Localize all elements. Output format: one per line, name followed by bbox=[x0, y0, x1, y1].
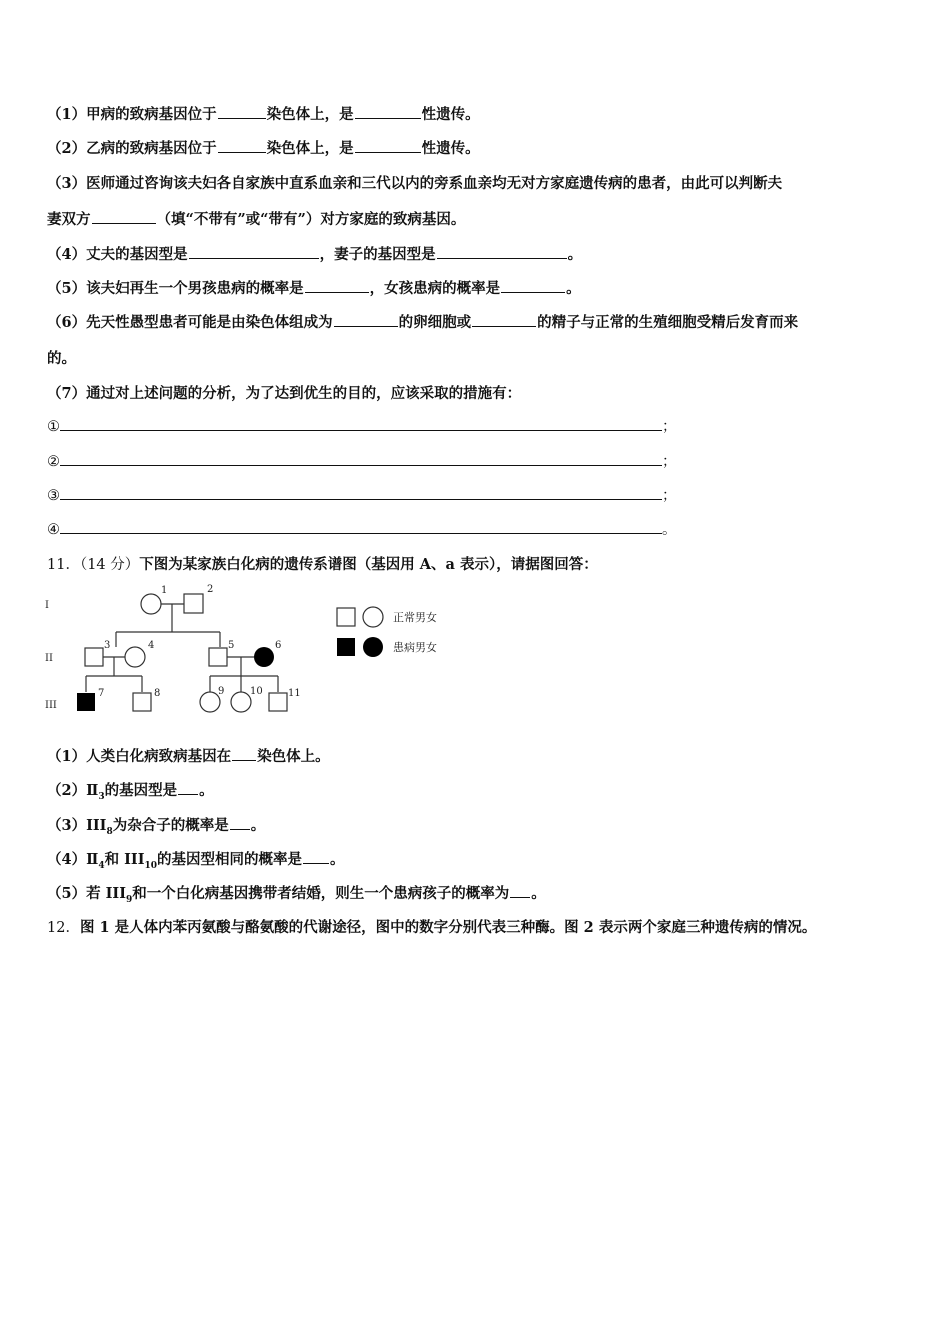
text: 性遗传。 bbox=[421, 140, 480, 157]
text: （2）Ⅱ bbox=[47, 782, 99, 799]
member-number: 5 bbox=[228, 640, 235, 651]
legend-normal-label: 正常男女 bbox=[393, 611, 437, 624]
subscript: 10 bbox=[144, 860, 158, 871]
q11-item-1 bbox=[47, 745, 330, 766]
text: （填“不带有”或“带有”）对方家庭的致病基因。 bbox=[156, 211, 466, 228]
text: （4）丈夫的基因型是 bbox=[47, 246, 188, 263]
circled-number: ③ bbox=[47, 488, 60, 504]
text: 的。 bbox=[47, 350, 76, 367]
blank[interactable] bbox=[510, 883, 530, 898]
answer-blank[interactable] bbox=[60, 487, 662, 500]
text: （5）该夫妇再生一个男孩患病的概率是 bbox=[47, 280, 304, 297]
text: ； bbox=[662, 488, 677, 504]
legend-affected-male bbox=[337, 638, 355, 656]
q11-stem bbox=[47, 553, 598, 574]
blank[interactable] bbox=[472, 312, 536, 327]
q10-item-5 bbox=[47, 277, 581, 298]
text: 图 1 是人体内苯丙氨酸与酪氨酸的代谢途径，图中的数字分别代表三种酶。图 2 表示两个家庭三种遗传病的情况。 bbox=[79, 919, 817, 936]
generation-label: III bbox=[45, 700, 57, 711]
member-number: 6 bbox=[275, 640, 282, 651]
question-number: 11． bbox=[47, 557, 80, 573]
q11-item-4 bbox=[47, 848, 345, 871]
blank[interactable] bbox=[189, 244, 319, 259]
subscript: 8 bbox=[106, 826, 113, 837]
blank[interactable] bbox=[232, 746, 256, 761]
member-number: 4 bbox=[148, 640, 155, 651]
text: （2）乙病的致病基因位于 bbox=[47, 140, 217, 157]
q10-item-7 bbox=[47, 382, 521, 403]
measure-line-1 bbox=[47, 415, 677, 436]
text: 的卵细胞或 bbox=[398, 314, 472, 331]
circled-number: ① bbox=[47, 419, 60, 435]
text: 染色体上。 bbox=[257, 748, 330, 765]
blank[interactable] bbox=[305, 278, 369, 293]
text: 染色体上，是 bbox=[266, 106, 354, 123]
text: （5）若 III bbox=[47, 885, 126, 902]
blank[interactable] bbox=[437, 244, 567, 259]
q10-item-3-cont bbox=[47, 208, 465, 229]
text: 。 bbox=[531, 885, 546, 902]
q10-item-1 bbox=[47, 103, 480, 124]
text: 性遗传。 bbox=[421, 106, 480, 123]
member-9-female bbox=[200, 692, 220, 712]
question-number: 12． bbox=[47, 920, 80, 936]
subscript: 3 bbox=[98, 791, 105, 802]
legend-affected-female bbox=[363, 637, 383, 657]
text: 为杂合子的概率是 bbox=[112, 817, 229, 834]
blank[interactable] bbox=[178, 780, 198, 795]
member-2-male bbox=[184, 594, 203, 613]
text: （1）甲病的致病基因位于 bbox=[47, 106, 217, 123]
q11-item-5 bbox=[47, 882, 546, 905]
member-number: 2 bbox=[207, 584, 214, 595]
measure-line-3 bbox=[47, 484, 677, 505]
q11-item-2 bbox=[47, 779, 214, 802]
text: ，女孩患病的概率是 bbox=[369, 280, 501, 297]
member-number: 9 bbox=[218, 686, 225, 697]
measure-line-4 bbox=[47, 518, 677, 539]
member-number: 11 bbox=[288, 688, 301, 699]
answer-blank[interactable] bbox=[60, 521, 662, 534]
member-number: 1 bbox=[161, 585, 168, 596]
text: 的精子与正常的生殖细胞受精后发育而来 bbox=[537, 314, 799, 331]
text: 妻双方 bbox=[47, 211, 91, 228]
text: （1）人类白化病致病基因在 bbox=[47, 748, 232, 765]
subscript: 9 bbox=[126, 894, 133, 905]
member-10-female bbox=[231, 692, 251, 712]
measure-line-2 bbox=[47, 450, 677, 471]
member-4-female bbox=[125, 647, 145, 667]
text: 下图为某家族白化病的遗传系谱图（基因用 A、a 表示），请据图回答： bbox=[139, 556, 598, 573]
member-7-affected-male bbox=[77, 693, 95, 711]
q10-item-2 bbox=[47, 137, 480, 158]
text: 的基因型是 bbox=[104, 782, 178, 799]
text: 。 bbox=[199, 782, 214, 799]
text: ； bbox=[662, 419, 677, 435]
text: 染色体上，是 bbox=[266, 140, 354, 157]
pedigree-chart bbox=[40, 578, 460, 723]
legend-normal-male bbox=[337, 608, 355, 626]
member-5-male bbox=[209, 648, 227, 666]
text: （4）Ⅱ bbox=[47, 851, 99, 868]
member-1-female bbox=[141, 594, 161, 614]
member-11-male bbox=[269, 693, 287, 711]
member-number: 10 bbox=[250, 686, 263, 697]
text: 。 bbox=[330, 851, 345, 868]
member-number: 8 bbox=[154, 688, 161, 699]
text: （7）通过对上述问题的分析，为了达到优生的目的，应该采取的措施有： bbox=[47, 385, 522, 402]
q10-item-4 bbox=[47, 243, 582, 264]
answer-blank[interactable] bbox=[60, 453, 662, 466]
member-number: 3 bbox=[104, 640, 111, 651]
q10-item-6-cont bbox=[47, 347, 76, 368]
text: （3）医师通过咨询该夫妇各自家族中直系血亲和三代以内的旁系血亲均无对方家庭遗传病的患者，由此可以判断夫 bbox=[47, 175, 783, 192]
text: 和一个白化病基因携带者结婚，则生一个患病孩子的概率为 bbox=[132, 885, 510, 902]
subscript: 4 bbox=[98, 860, 105, 871]
blank[interactable] bbox=[501, 278, 565, 293]
blank[interactable] bbox=[230, 815, 250, 830]
q11-item-3 bbox=[47, 814, 265, 837]
q10-item-6 bbox=[47, 311, 798, 332]
blank[interactable] bbox=[303, 849, 329, 864]
text: ，妻子的基因型是 bbox=[319, 246, 436, 263]
member-8-male bbox=[133, 693, 151, 711]
circled-number: ② bbox=[47, 454, 60, 470]
blank[interactable] bbox=[218, 138, 266, 153]
q10-item-3 bbox=[47, 172, 782, 193]
text: （6）先天性愚型患者可能是由染色体组成为 bbox=[47, 314, 333, 331]
text: 。 bbox=[250, 817, 266, 834]
blank[interactable] bbox=[218, 104, 266, 119]
blank[interactable] bbox=[334, 312, 398, 327]
answer-blank[interactable] bbox=[60, 418, 662, 431]
member-number: 7 bbox=[98, 688, 105, 699]
legend-normal-female bbox=[363, 607, 383, 627]
blank[interactable] bbox=[355, 138, 421, 153]
text: 。 bbox=[567, 246, 583, 263]
text: （3）III bbox=[47, 817, 107, 834]
score: （14 分） bbox=[79, 557, 140, 573]
text: 和 III bbox=[104, 851, 145, 868]
text: 。 bbox=[566, 280, 581, 297]
text: 的基因型相同的概率是 bbox=[157, 851, 303, 868]
q12-stem bbox=[47, 916, 816, 937]
circled-number: ④ bbox=[47, 522, 60, 538]
member-3-male bbox=[85, 648, 103, 666]
generation-label: II bbox=[45, 653, 53, 664]
legend-affected-label: 患病男女 bbox=[393, 641, 437, 654]
text: 。 bbox=[662, 522, 677, 538]
member-6-affected-female bbox=[254, 647, 274, 667]
generation-label: I bbox=[45, 600, 49, 611]
blank[interactable] bbox=[355, 104, 421, 119]
blank[interactable] bbox=[92, 209, 156, 224]
text: ； bbox=[662, 454, 677, 470]
